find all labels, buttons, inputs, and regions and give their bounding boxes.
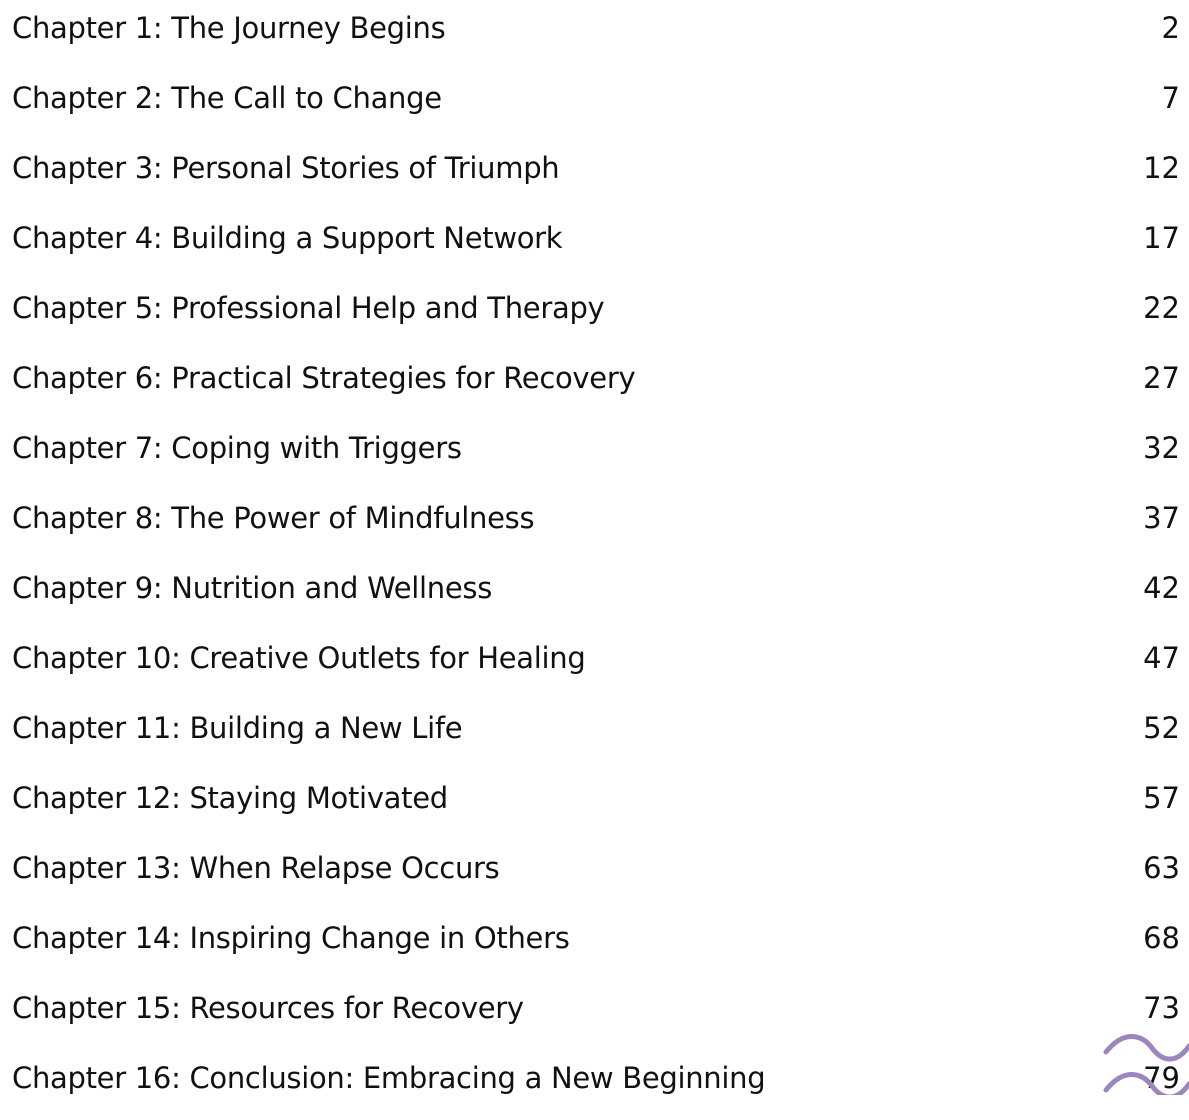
toc-entry-title: Chapter 15: Resources for Recovery — [12, 991, 524, 1025]
toc-entry-title: Chapter 14: Inspiring Change in Others — [12, 921, 570, 955]
toc-entry-page: 63 — [1143, 851, 1180, 885]
toc-entry-title: Chapter 1: The Journey Begins — [12, 11, 446, 45]
toc-entry-page: 68 — [1143, 921, 1180, 955]
toc-entry[interactable] — [12, 280, 1180, 350]
toc-entry[interactable] — [12, 1050, 1180, 1120]
toc-entry-page: 37 — [1143, 501, 1180, 535]
toc-entry-title: Chapter 8: The Power of Mindfulness — [12, 501, 535, 535]
toc-entry[interactable] — [12, 70, 1180, 140]
toc-entry-page: 47 — [1143, 641, 1180, 675]
toc-entry-page: 7 — [1161, 81, 1180, 115]
toc-entry-title: Chapter 6: Practical Strategies for Recovery — [12, 361, 636, 395]
toc-entry[interactable] — [12, 490, 1180, 560]
toc-entry-title: Chapter 11: Building a New Life — [12, 711, 463, 745]
toc-entry[interactable] — [12, 840, 1180, 910]
toc-entry-page: 12 — [1143, 151, 1180, 185]
toc-entry[interactable] — [12, 210, 1180, 280]
toc-entry[interactable] — [12, 980, 1180, 1050]
toc-entry-page: 42 — [1143, 571, 1180, 605]
toc-entry-page: 17 — [1143, 221, 1180, 255]
toc-entry[interactable] — [12, 560, 1180, 630]
toc-entry[interactable] — [12, 420, 1180, 490]
toc-entry-page: 73 — [1143, 991, 1180, 1025]
toc-entry-title: Chapter 9: Nutrition and Wellness — [12, 571, 493, 605]
toc-entry-title: Chapter 16: Conclusion: Embracing a New Beginning — [12, 1061, 766, 1095]
toc-entry-page: 57 — [1143, 781, 1180, 815]
toc-entry-title: Chapter 2: The Call to Change — [12, 81, 442, 115]
toc-entry-title: Chapter 10: Creative Outlets for Healing — [12, 641, 586, 675]
toc-entry[interactable] — [12, 0, 1180, 70]
toc-entry[interactable] — [12, 630, 1180, 700]
toc-entry-page: 22 — [1143, 291, 1180, 325]
toc-entry-page: 32 — [1143, 431, 1180, 465]
toc-entry-title: Chapter 13: When Relapse Occurs — [12, 851, 500, 885]
toc-entry-title: Chapter 3: Personal Stories of Triumph — [12, 151, 560, 185]
toc-entry[interactable] — [12, 350, 1180, 420]
wave-lines-icon — [1100, 1028, 1189, 1095]
toc-entry-title: Chapter 4: Building a Support Network — [12, 221, 563, 255]
toc-entry-page: 79 — [1143, 1061, 1180, 1095]
toc-entry[interactable] — [12, 140, 1180, 210]
toc-entry[interactable] — [12, 770, 1180, 840]
toc-entry-page: 52 — [1143, 711, 1180, 745]
toc-entry[interactable] — [12, 700, 1180, 770]
toc-entry-title: Chapter 12: Staying Motivated — [12, 781, 448, 815]
toc-entry[interactable] — [12, 910, 1180, 980]
toc-entry-page: 27 — [1143, 361, 1180, 395]
toc-entry-title: Chapter 7: Coping with Triggers — [12, 431, 462, 465]
toc-entry-title: Chapter 5: Professional Help and Therapy — [12, 291, 605, 325]
toc-entry-page: 2 — [1161, 11, 1180, 45]
